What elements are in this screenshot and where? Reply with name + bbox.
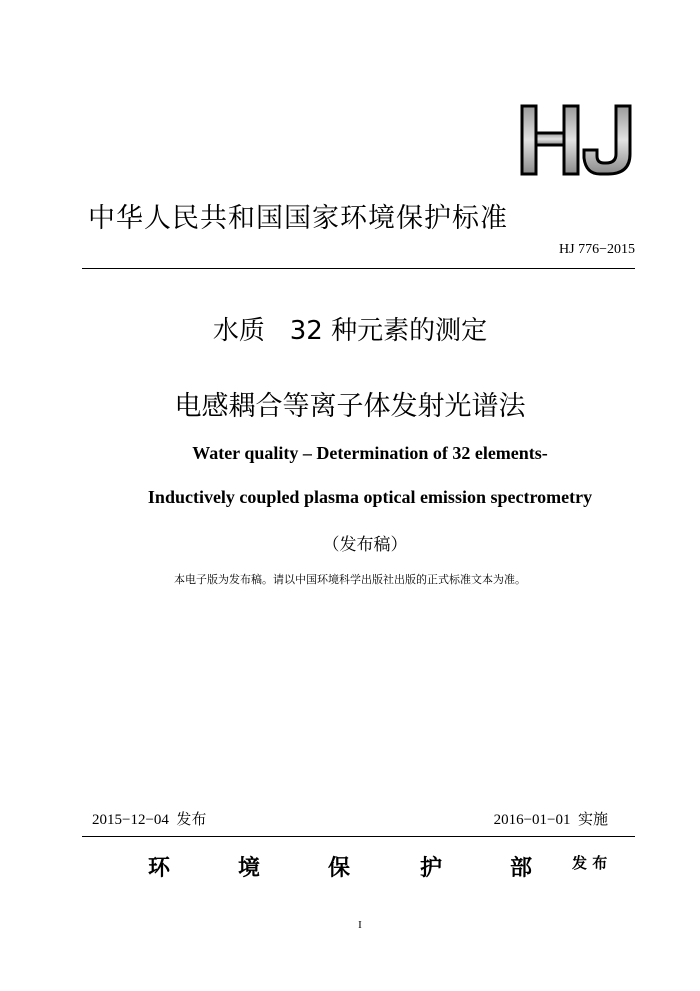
draft-label: （发布稿）	[322, 535, 408, 555]
publisher-char: 境	[238, 856, 261, 881]
standard-code: HJ 776−2015	[559, 242, 635, 257]
issue-date: 2015−12−04 发布	[92, 812, 207, 828]
hj-logo	[518, 102, 638, 182]
title-en-line1: Water quality – Determination of 32 elements-	[192, 443, 548, 463]
title-en-line2: Inductively coupled plasma optical emission spectrometry	[147, 487, 593, 507]
publisher-char: 保	[328, 856, 351, 881]
page-number: I	[358, 919, 362, 931]
publisher-char: 护	[420, 856, 443, 881]
publisher-suffix: 发 布	[572, 854, 608, 872]
implement-date: 2016−01−01 实施	[493, 812, 608, 828]
title-cn-line2: 电感耦合等离子体发射光谱法	[174, 391, 526, 422]
publisher-char: 环	[148, 856, 171, 881]
publisher-char: 部	[510, 856, 533, 881]
footer-divider	[82, 836, 635, 837]
title-cn-line1: 水质 32 种元素的测定	[212, 316, 488, 346]
standard-name: 中华人民共和国国家环境保护标准	[88, 203, 508, 234]
header-divider	[82, 268, 635, 269]
notice-text: 本电子版为发布稿。请以中国环境科学出版社出版的正式标准文本为准。	[174, 573, 526, 586]
